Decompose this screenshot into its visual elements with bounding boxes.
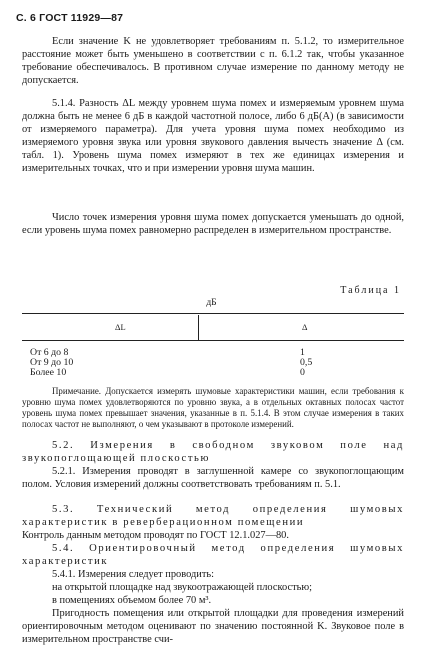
paragraph-background-points: Число точек измерения уровня шума помех допускается уменьшать до одной, если уровень шума помех равномерно распределен в измерительном пространстве. [22,212,404,236]
table-cell-range: От 9 до 10 [30,357,74,368]
paragraph-5-4-1: 5.4.1. Измерения следует проводить: [52,569,214,580]
paragraph-5-3-text: Контроль данным методом проводят по ГОСТ 12.1.027—80. [22,530,289,541]
table-header-rule [22,340,404,341]
table-cell-value: 0,5 [300,357,313,368]
table-caption: Таблица 1 [340,285,401,296]
list-item-rooms: в помещениях объемом более 70 м³. [52,595,212,606]
table-column-divider [198,315,199,340]
table-cell-range: Более 10 [30,367,67,378]
table-cell-value: 1 [300,347,305,358]
table-column-header-delta: Δ [302,322,308,332]
list-item-open-site: на открытой площадке над звукоотражающей плоскостью; [52,582,312,593]
table-column-header-delta-l: ΔL [115,322,126,332]
table-cell-range: От 6 до 8 [30,347,69,358]
section-5-2-heading: 5.2. Измерения в свободном звуковом поле над звукопоглощающей плоскостью [22,440,404,464]
paragraph-room-suitability: Пригодность помещения или открытой площадки для проведения измерений ориентировочным методом оценивают по значению постоянной K. Звуковое поле в измерительном пространстве счи- [22,608,404,645]
table-cell-value: 0 [300,367,305,378]
paragraph-5-2-1: 5.2.1. Измерения проводят в заглушенной камере со звукопоглощающим полом. Условия измерений должны соответствовать требованиям п. 5.1. [22,466,404,490]
section-5-4-heading: 5.4. Ориентировочный метод определения шумовых характеристик [22,543,404,567]
table-unit: дБ [206,298,217,308]
table-note: Примечание. Допускается измерять шумовые характеристики машин, если требования к уровню шума помех удовлетворяются по уровню звука, а в отдельных октавных полосах частот уровень шума помех превышает значения, указанные в п. 5.1.4. В этом случае измерения в таких полосах частот не выполняют, о чем указывают в протоколе измерений. [22,386,404,429]
paragraph-5-1-4: 5.1.4. Разность ΔL между уровнем шума помех и измеряемым уровнем шума должна быть не менее 6 дБ в каждой частотной полосе, либо 6 дБ(A) (в зависимости от измеряемого параметра). Для учета уровня шума помех необходимо из измеряемого уровня звука или уровня звукового давления вычесть значение Δ (см. табл. 1). Уровень шума помех измеряют в тех же единицах измерения и измерительных точках, что и при измерении уровня шума машин. [22,98,404,174]
table-top-rule [22,313,404,314]
section-5-3-heading: 5.3. Технический метод определения шумовых характеристик в реверберационном помещении [22,504,404,528]
paragraph-requirement-k: Если значение K не удовлетворяет требованиям п. 5.1.2, то измерительное расстояние может быть уменьшено в соответствии с п. 6.1.2 так, чтобы указанное требование обеспечивалось. В противном случае измерение по данному методу не допускается. [22,36,404,86]
page-header: С. 6 ГОСТ 11929—87 [16,12,124,24]
